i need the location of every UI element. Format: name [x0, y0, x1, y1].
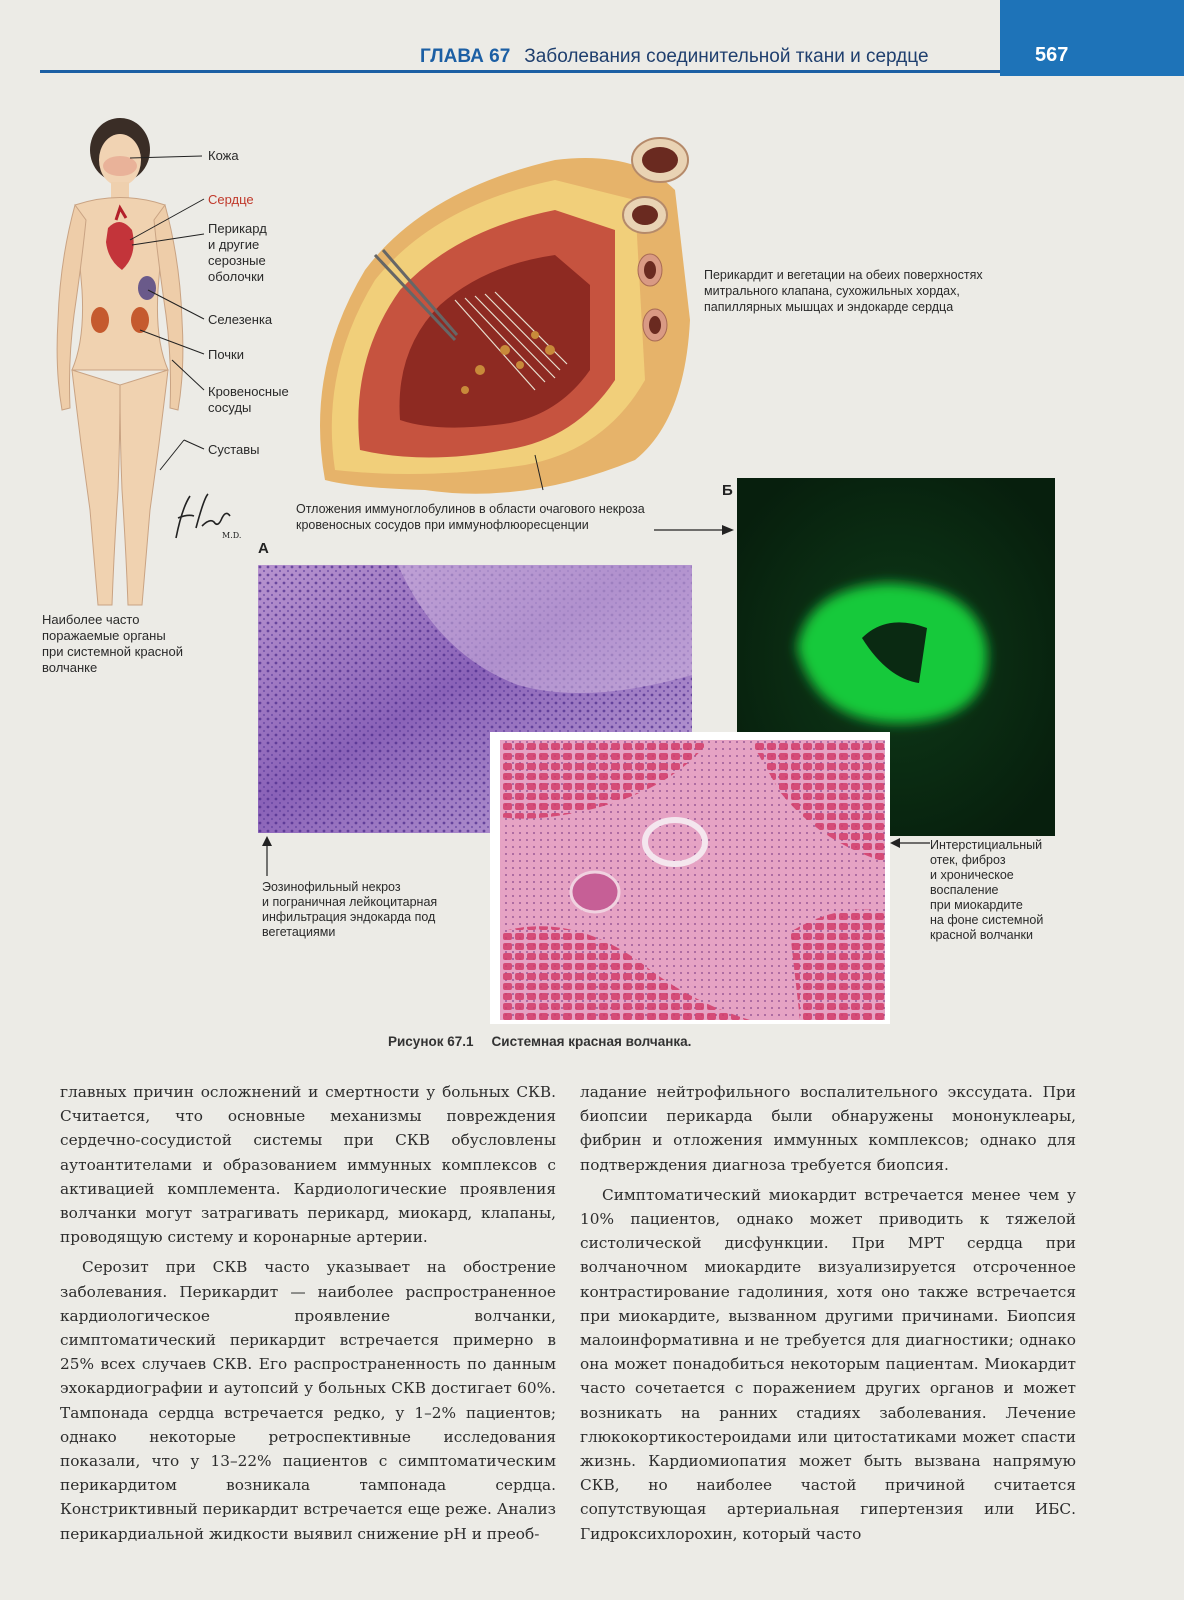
paragraph: Серозит при СКВ часто указывает на обострение заболевания. Перикардит — наиболее распространенное кардиологическое проявление волчанки, симптоматический перикардит встречается примерно в 25% всех случаев СКВ. Его распространенность по данным эхокардиографии и аутопсий у больных СКВ достигает 60%. Тампонада сердца встречается редко, у 1–2% пациентов; однако некоторые ретроспективные исследования показали, что у 13–22% пациентов с симптоматическим перикардитом возникала тампонада сердца. Констриктивный перикардит встречается еще реже. Анализ перикардиальной жидкости выявил снижение pH и преоб- — [60, 1258, 556, 1543]
label-heart: Сердце — [208, 192, 254, 207]
label-pericard-2: и другие — [208, 237, 260, 252]
panel-c-label-5: при миокардите — [930, 898, 1023, 912]
panel-a-label-3: инфильтрация эндокарда под — [262, 910, 436, 924]
immuno-arrow — [654, 522, 736, 538]
caption-number: Рисунок 67.1 — [388, 1034, 474, 1049]
text-column-right — [580, 1080, 1076, 1546]
panel-c-label-6: на фоне системной — [930, 913, 1044, 927]
body-caption-1: Наиболее часто — [42, 612, 140, 627]
immuno-label-2: кровеносных сосудов при иммунофлюоресценции — [296, 518, 589, 532]
netter-signature — [168, 488, 248, 544]
heart-label-1: Перикардит и вегетации на обеих поверхностях — [704, 268, 983, 282]
label-joints: Суставы — [208, 442, 260, 457]
paragraph: Симптоматический миокардит встречается менее чем у 10% пациентов, однако может приводить к тяжелой систолической дисфункции. При МРТ сердца при волчаночном миокардите визуализируется отсроченное контрастирование гадолиния, хотя оно также встречается при миокардите, вызванном другими причинами. Биопсия малоинформативна и не требуется для диагностики; однако она может понадобиться некоторым пациентам. Миокардит часто сочетается с поражением других органов и может возникать на ранних стадиях заболевания. Лечение глюкокортикостероидами или цитостатиками может спасти жизнь. Кардиомиопатия может быть вызвана напрямую СКВ, но наиболее частой причиной считается сопутствующая артериальная гипертензия или ИБС. Гидроксихлорохин, который часто — [580, 1185, 1076, 1543]
panel-c-label-3: и хроническое — [930, 868, 1014, 882]
label-skin: Кожа — [208, 148, 239, 163]
body-caption-3: при системной красной — [42, 644, 183, 659]
body-caption-4: волчанке — [42, 660, 98, 675]
label-vessels-1: Кровеносные — [208, 384, 289, 399]
panel-letter-a: А — [258, 540, 269, 557]
panel-a-label-4: вегетациями — [262, 925, 336, 939]
chapter-heading — [420, 46, 929, 68]
panel-c-label-7: красной волчанки — [930, 928, 1033, 942]
page-number-tab — [1000, 0, 1184, 76]
label-pericard-3: серозные — [208, 253, 266, 268]
page-number: 567 — [1035, 44, 1069, 66]
organ-leader-lines — [0, 0, 320, 480]
immuno-label-1: Отложения иммуноглобулинов в области очагового некроза — [296, 502, 645, 516]
text-column-left — [60, 1080, 556, 1546]
label-spleen: Селезенка — [208, 312, 273, 327]
panel-c-arrow — [890, 836, 930, 850]
panel-a-arrow — [260, 836, 274, 876]
paragraph: ладание нейтрофильного воспалительного экссудата. При биопсии перикарда были обнаружены мононуклеары, фибрин и отложения иммунных комплексов; однако для подтверждения диагноза требуется биопсия. — [580, 1083, 1076, 1174]
caption-title: Системная красная волчанка. — [491, 1034, 692, 1049]
panel-c-label-2: отек, фиброз — [930, 853, 1006, 867]
svg-text:M.D.: M.D. — [222, 531, 242, 540]
body-caption-2: поражаемые органы — [42, 628, 166, 643]
panel-c-label-4: воспаление — [930, 883, 999, 897]
heart-label-3: папиллярных мышцах и эндокарде сердца — [704, 300, 954, 314]
heart-illustration — [305, 120, 705, 505]
label-pericard-1: Перикард — [208, 221, 267, 236]
heart-label-2: митрального клапана, сухожильных хордах, — [704, 284, 960, 298]
panel-a-label-2: и пограничная лейкоцитарная — [262, 895, 438, 909]
panel-a-label-1: Эозинофильный некроз — [262, 880, 401, 894]
paragraph: главных причин осложнений и смертности у больных СКВ. Считается, что основные механизмы повреждения сердечно-сосудистой системы при СКВ обусловлены аутоантителами и образованием иммунных комплексов с активацией комплемента. Кардиологические проявления волчанки могут затрагивать перикард, миокард, клапаны, проводящую систему и коронарные артерии. — [60, 1083, 556, 1247]
chapter-label: ГЛАВА 67 — [420, 46, 511, 67]
panel-c-label-1: Интерстициальный — [930, 838, 1043, 852]
label-pericard-4: оболочки — [208, 269, 265, 284]
label-vessels-2: сосуды — [208, 400, 252, 415]
chapter-title: Заболевания соединительной ткани и сердце — [524, 46, 929, 67]
histology-panel-c — [490, 732, 890, 1024]
panel-letter-b: Б — [722, 482, 733, 499]
figure-caption — [388, 1034, 691, 1049]
label-kidneys: Почки — [208, 347, 245, 362]
